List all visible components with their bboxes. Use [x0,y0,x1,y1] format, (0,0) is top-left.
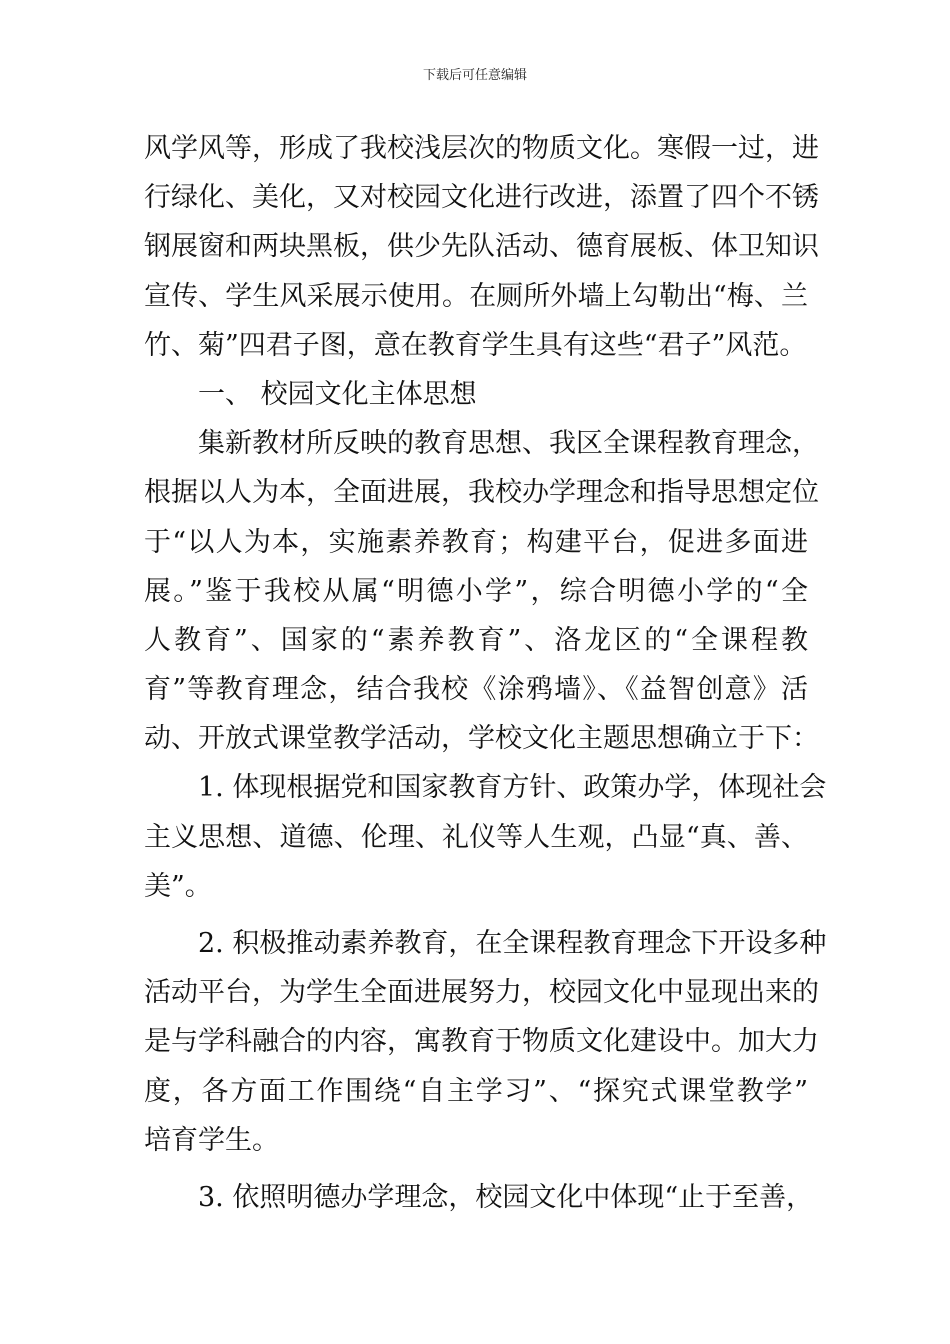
paragraph-core-ideas [144,419,819,763]
text-line: 培育学生。 [144,1124,279,1156]
list-item-1 [144,763,827,911]
text-line: 主义思想、道德、伦理、礼仪等人生观，凸显“真、善、 [144,821,808,853]
text-line: 行绿化、美化，又对校园文化进行改进，添置了四个不锈 [144,182,819,214]
text-line: 竹、菊”四君子图，意在教育学生具有这些“君子”风范。 [144,329,807,361]
text-line: 人教育”、国家的“素养教育”、洛龙区的“全课程教 [144,624,808,656]
text-line: 展。”鉴于我校从属“明德小学”，综合明德小学的“全 [144,575,808,607]
text-line: 风学风等，形成了我校浅层次的物质文化。寒假一过，进 [144,133,819,164]
spacer [144,1165,808,1173]
list-item-3 [144,1173,814,1222]
paragraph-campus-facilities [144,124,819,370]
section-heading: 一、 校园文化主体思想 [198,378,477,410]
text-line: 动、开放式课堂教学活动，学校文化主题思想确立于下： [144,723,819,755]
text-line: 3. 依照明德办学理念，校园文化中体现“止于至善， [198,1181,814,1213]
text-line: 活动平台，为学生全面进展努力，校园文化中显现出来的 [144,977,819,1009]
spacer [144,911,808,919]
text-line: 根据以人为本，全面进展，我校办学理念和指导思想定位 [144,477,819,509]
text-line: 于“以人为本，实施素养教育；构建平台，促进多面进 [144,526,808,558]
text-line: 集新教材所反映的教育思想、我区全课程教育理念， [198,428,819,460]
text-line: 2. 积极推动素养教育，在全课程教育理念下开设多种 [198,928,827,959]
text-line: 育”等教育理念，结合我校《涂鸦墙》、《益智创意》活 [144,674,808,706]
text-line: 度，各方面工作围绕“自主学习”、“探究式课堂教学” [144,1075,808,1107]
text-line: 是与学科融合的内容，寓教育于物质文化建设中。加大力 [144,1026,819,1058]
text-line: 美”。 [144,870,212,902]
page-header: 下载后可任意编辑 [422,68,527,83]
text-line: 宣传、学生风采展示使用。在厕所外墙上勾勒出“梅、兰 [144,280,808,312]
text-line: 1. 体现根据党和国家教育方针、政策办学，体现社会 [198,772,827,804]
text-line: 钢展窗和两块黑板，供少先队活动、德育展板、体卫知识 [144,231,819,263]
document-body [144,124,827,1222]
list-item-2 [144,919,827,1165]
